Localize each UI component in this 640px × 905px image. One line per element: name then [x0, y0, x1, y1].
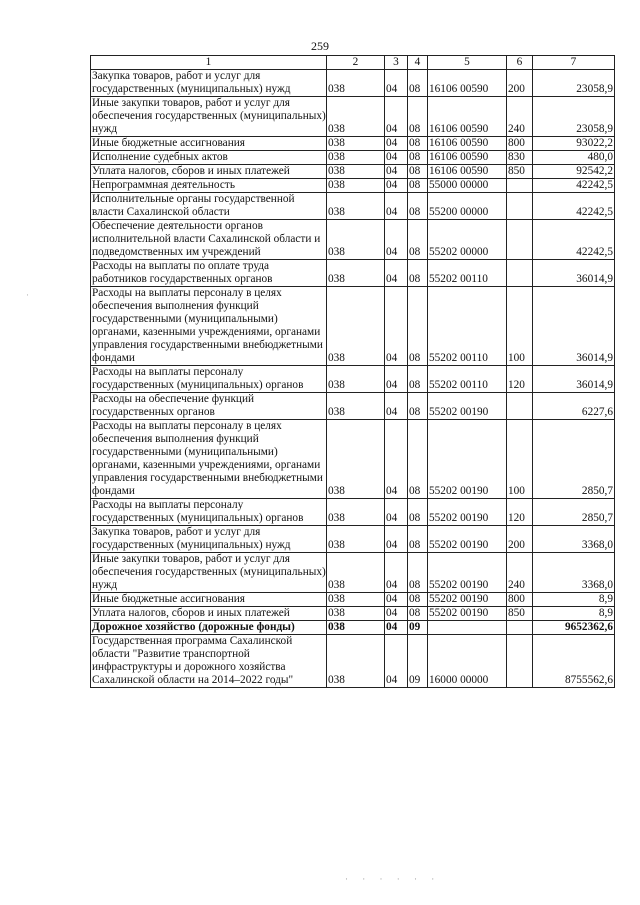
row-name-cell: Уплата налогов, сборов и иных платежей [91, 165, 327, 179]
admin-code-cell: 038 [327, 193, 385, 220]
table-row [91, 526, 615, 553]
admin-code-cell: 038 [327, 366, 385, 393]
amount-cell: 480,0 [533, 151, 615, 165]
admin-code-cell: 038 [327, 593, 385, 607]
expense-type-cell: 200 [507, 526, 533, 553]
table-row [91, 220, 615, 260]
row-name-cell: Закупка товаров, работ и услуг для государственных (муниципальных) нужд [91, 526, 327, 553]
expense-type-cell: 100 [507, 287, 533, 366]
expense-type-cell [507, 635, 533, 688]
target-article-cell: 55202 00110 [428, 366, 507, 393]
column-header: 3 [385, 56, 408, 70]
row-name-cell: Закупка товаров, работ и услуг для государственных (муниципальных) нужд [91, 70, 327, 97]
table-row [91, 97, 615, 137]
table-row [91, 593, 615, 607]
admin-code-cell: 038 [327, 151, 385, 165]
expense-type-cell [507, 260, 533, 287]
target-article-cell: 55202 00000 [428, 220, 507, 260]
column-header: 2 [327, 56, 385, 70]
table-row [91, 260, 615, 287]
admin-code-cell: 038 [327, 287, 385, 366]
amount-cell: 23058,9 [533, 70, 615, 97]
subsection-code-cell: 08 [408, 70, 428, 97]
column-header: 4 [408, 56, 428, 70]
subsection-code-cell: 09 [408, 635, 428, 688]
amount-cell: 9652362,6 [533, 621, 615, 635]
admin-code-cell: 038 [327, 621, 385, 635]
table-row [91, 137, 615, 151]
page-number: 259 [311, 39, 329, 53]
target-article-cell: 55202 00190 [428, 420, 507, 499]
budget-table [90, 55, 615, 688]
table-row [91, 151, 615, 165]
admin-code-cell: 038 [327, 137, 385, 151]
section-code-cell: 04 [385, 526, 408, 553]
target-article-cell: 55202 00190 [428, 526, 507, 553]
target-article-cell: 55202 00190 [428, 607, 507, 621]
admin-code-cell: 038 [327, 220, 385, 260]
amount-cell: 36014,9 [533, 366, 615, 393]
table-row [91, 287, 615, 366]
expense-type-cell: 850 [507, 165, 533, 179]
amount-cell: 42242,5 [533, 179, 615, 193]
row-name-cell: Иные бюджетные ассигнования [91, 593, 327, 607]
section-code-cell: 04 [385, 393, 408, 420]
table-row [91, 193, 615, 220]
section-code-cell: 04 [385, 621, 408, 635]
amount-cell: 42242,5 [533, 220, 615, 260]
target-article-cell: 55202 00110 [428, 287, 507, 366]
section-code-cell: 04 [385, 97, 408, 137]
amount-cell: 23058,9 [533, 97, 615, 137]
row-name-cell: Обеспечение деятельности органов исполнительной власти Сахалинской области и подведомственных им учреждений [91, 220, 327, 260]
expense-type-cell [507, 621, 533, 635]
target-article-cell: 16106 00590 [428, 151, 507, 165]
row-name-cell: Иные закупки товаров, работ и услуг для обеспечения государственных (муниципальных) нужд [92, 553, 326, 591]
row-name-cell: Уплата налогов, сборов и иных платежей [91, 607, 327, 621]
admin-code-cell: 038 [327, 526, 385, 553]
table-row [91, 393, 615, 420]
column-header: 6 [507, 56, 533, 70]
section-code-cell: 04 [385, 260, 408, 287]
amount-cell: 8,9 [533, 607, 615, 621]
target-article-cell: 55202 00190 [428, 393, 507, 420]
target-article-cell: 55202 00110 [428, 260, 507, 287]
table-row [91, 70, 615, 97]
amount-cell: 93022,2 [533, 137, 615, 151]
admin-code-cell: 038 [327, 70, 385, 97]
row-name-cell: Расходы на обеспечение функций государственных органов [91, 393, 327, 420]
subsection-code-cell: 08 [408, 137, 428, 151]
row-name-cell: Дорожное хозяйство (дорожные фонды) [91, 621, 327, 635]
subsection-code-cell: 08 [408, 220, 428, 260]
table-row [91, 635, 615, 688]
row-name-cell: Расходы на выплаты персоналу в целях обеспечения выполнения функций государственными (муниципальными) органами, казенными учреждениями, органами управления государственными внебюджетными фондами [91, 420, 327, 499]
amount-cell: 6227,6 [533, 393, 615, 420]
admin-code-cell: 038 [327, 607, 385, 621]
table-row [91, 499, 615, 526]
amount-cell: 8755562,6 [533, 635, 615, 688]
row-name-cell: Расходы на выплаты персоналу государственных (муниципальных) органов [91, 499, 327, 526]
expense-type-cell: 240 [507, 553, 533, 593]
section-code-cell: 04 [385, 70, 408, 97]
table-row [91, 179, 615, 193]
section-code-cell: 04 [385, 179, 408, 193]
row-name-cell: Иные закупки товаров, работ и услуг для обеспечения государственных (муниципальных) нужд [92, 97, 326, 135]
target-article-cell: 16000 00000 [428, 635, 507, 688]
subsection-code-cell: 08 [408, 151, 428, 165]
amount-cell: 92542,2 [533, 165, 615, 179]
admin-code-cell: 038 [327, 420, 385, 499]
admin-code-cell: 038 [327, 165, 385, 179]
section-code-cell: 04 [385, 366, 408, 393]
expense-type-cell [507, 220, 533, 260]
row-name-cell: Расходы на выплаты персоналу государственных (муниципальных) органов [91, 366, 327, 393]
subsection-code-cell: 08 [408, 420, 428, 499]
subsection-code-cell: 08 [408, 179, 428, 193]
amount-cell: 36014,9 [533, 287, 615, 366]
amount-cell: 36014,9 [533, 260, 615, 287]
expense-type-cell [507, 393, 533, 420]
expense-type-cell [507, 193, 533, 220]
subsection-code-cell: 08 [408, 553, 428, 593]
table-row [91, 366, 615, 393]
subsection-code-cell: 08 [408, 526, 428, 553]
subsection-code-cell: 08 [408, 165, 428, 179]
amount-cell: 3368,0 [533, 553, 615, 593]
admin-code-cell: 038 [327, 553, 385, 593]
expense-type-cell: 850 [507, 607, 533, 621]
margin-mark: · [26, 290, 29, 300]
amount-cell: 2850,7 [533, 499, 615, 526]
subsection-code-cell: 08 [408, 260, 428, 287]
subsection-code-cell: 08 [408, 366, 428, 393]
admin-code-cell: 038 [327, 393, 385, 420]
target-article-cell: 55202 00190 [428, 593, 507, 607]
subsection-code-cell: 08 [408, 393, 428, 420]
target-article-cell: 55202 00190 [428, 553, 507, 593]
section-code-cell: 04 [385, 499, 408, 526]
expense-type-cell: 120 [507, 499, 533, 526]
subsection-code-cell: 09 [408, 621, 428, 635]
expense-type-cell [507, 179, 533, 193]
subsection-code-cell: 08 [408, 593, 428, 607]
subsection-code-cell: 08 [408, 607, 428, 621]
table-row [91, 607, 615, 621]
expense-type-cell: 120 [507, 366, 533, 393]
table-row [91, 553, 615, 593]
target-article-cell: 16106 00590 [428, 97, 507, 137]
admin-code-cell: 038 [327, 260, 385, 287]
subsection-code-cell: 08 [408, 193, 428, 220]
row-name-cell: Исполнение судебных актов [91, 151, 327, 165]
amount-cell: 3368,0 [533, 526, 615, 553]
section-code-cell: 04 [385, 220, 408, 260]
section-code-cell: 04 [385, 607, 408, 621]
table-body [91, 70, 615, 688]
table-row [91, 165, 615, 179]
expense-type-cell: 100 [507, 420, 533, 499]
row-name-cell: Непрограммная деятельность [91, 179, 327, 193]
target-article-cell: 16106 00590 [428, 165, 507, 179]
section-code-cell: 04 [385, 593, 408, 607]
section-code-cell: 04 [385, 553, 408, 593]
amount-cell: 2850,7 [533, 420, 615, 499]
expense-type-cell: 800 [507, 137, 533, 151]
expense-type-cell: 240 [507, 97, 533, 137]
column-header: 1 [91, 56, 327, 70]
scan-artifact-dots: · · · · · · [345, 874, 441, 884]
target-article-cell [428, 621, 507, 635]
amount-cell: 42242,5 [533, 193, 615, 220]
subsection-code-cell: 08 [408, 499, 428, 526]
section-code-cell: 04 [385, 137, 408, 151]
expense-type-cell: 800 [507, 593, 533, 607]
row-name-cell: Расходы на выплаты персоналу в целях обеспечения выполнения функций государственными (муниципальными) органами, казенными учреждениями, органами управления государственными внебюджетными фондами [91, 287, 327, 366]
row-name-cell: Государственная программа Сахалинской области "Развитие транспортной инфраструктуры и дорожного хозяйства Сахалинской области на 2014–2022 годы" [91, 635, 327, 688]
amount-cell: 8,9 [533, 593, 615, 607]
subsection-code-cell: 08 [408, 97, 428, 137]
row-name-cell: Расходы на выплаты по оплате труда работников государственных органов [91, 260, 327, 287]
section-code-cell: 04 [385, 193, 408, 220]
section-code-cell: 04 [385, 635, 408, 688]
table-row [91, 621, 615, 635]
target-article-cell: 16106 00590 [428, 70, 507, 97]
admin-code-cell: 038 [327, 499, 385, 526]
expense-type-cell: 830 [507, 151, 533, 165]
target-article-cell: 55000 00000 [428, 179, 507, 193]
table-row [91, 420, 615, 499]
admin-code-cell: 038 [327, 97, 385, 137]
subsection-code-cell: 08 [408, 287, 428, 366]
admin-code-cell: 038 [327, 635, 385, 688]
section-code-cell: 04 [385, 165, 408, 179]
table-header-row [91, 56, 615, 70]
section-code-cell: 04 [385, 151, 408, 165]
target-article-cell: 16106 00590 [428, 137, 507, 151]
section-code-cell: 04 [385, 287, 408, 366]
section-code-cell: 04 [385, 420, 408, 499]
column-header: 5 [428, 56, 507, 70]
column-header: 7 [533, 56, 615, 70]
expense-type-cell: 200 [507, 70, 533, 97]
row-name-cell: Исполнительные органы государственной власти Сахалинской области [91, 193, 327, 220]
row-name-cell: Иные бюджетные ассигнования [91, 137, 327, 151]
admin-code-cell: 038 [327, 179, 385, 193]
target-article-cell: 55200 00000 [428, 193, 507, 220]
target-article-cell: 55202 00190 [428, 499, 507, 526]
